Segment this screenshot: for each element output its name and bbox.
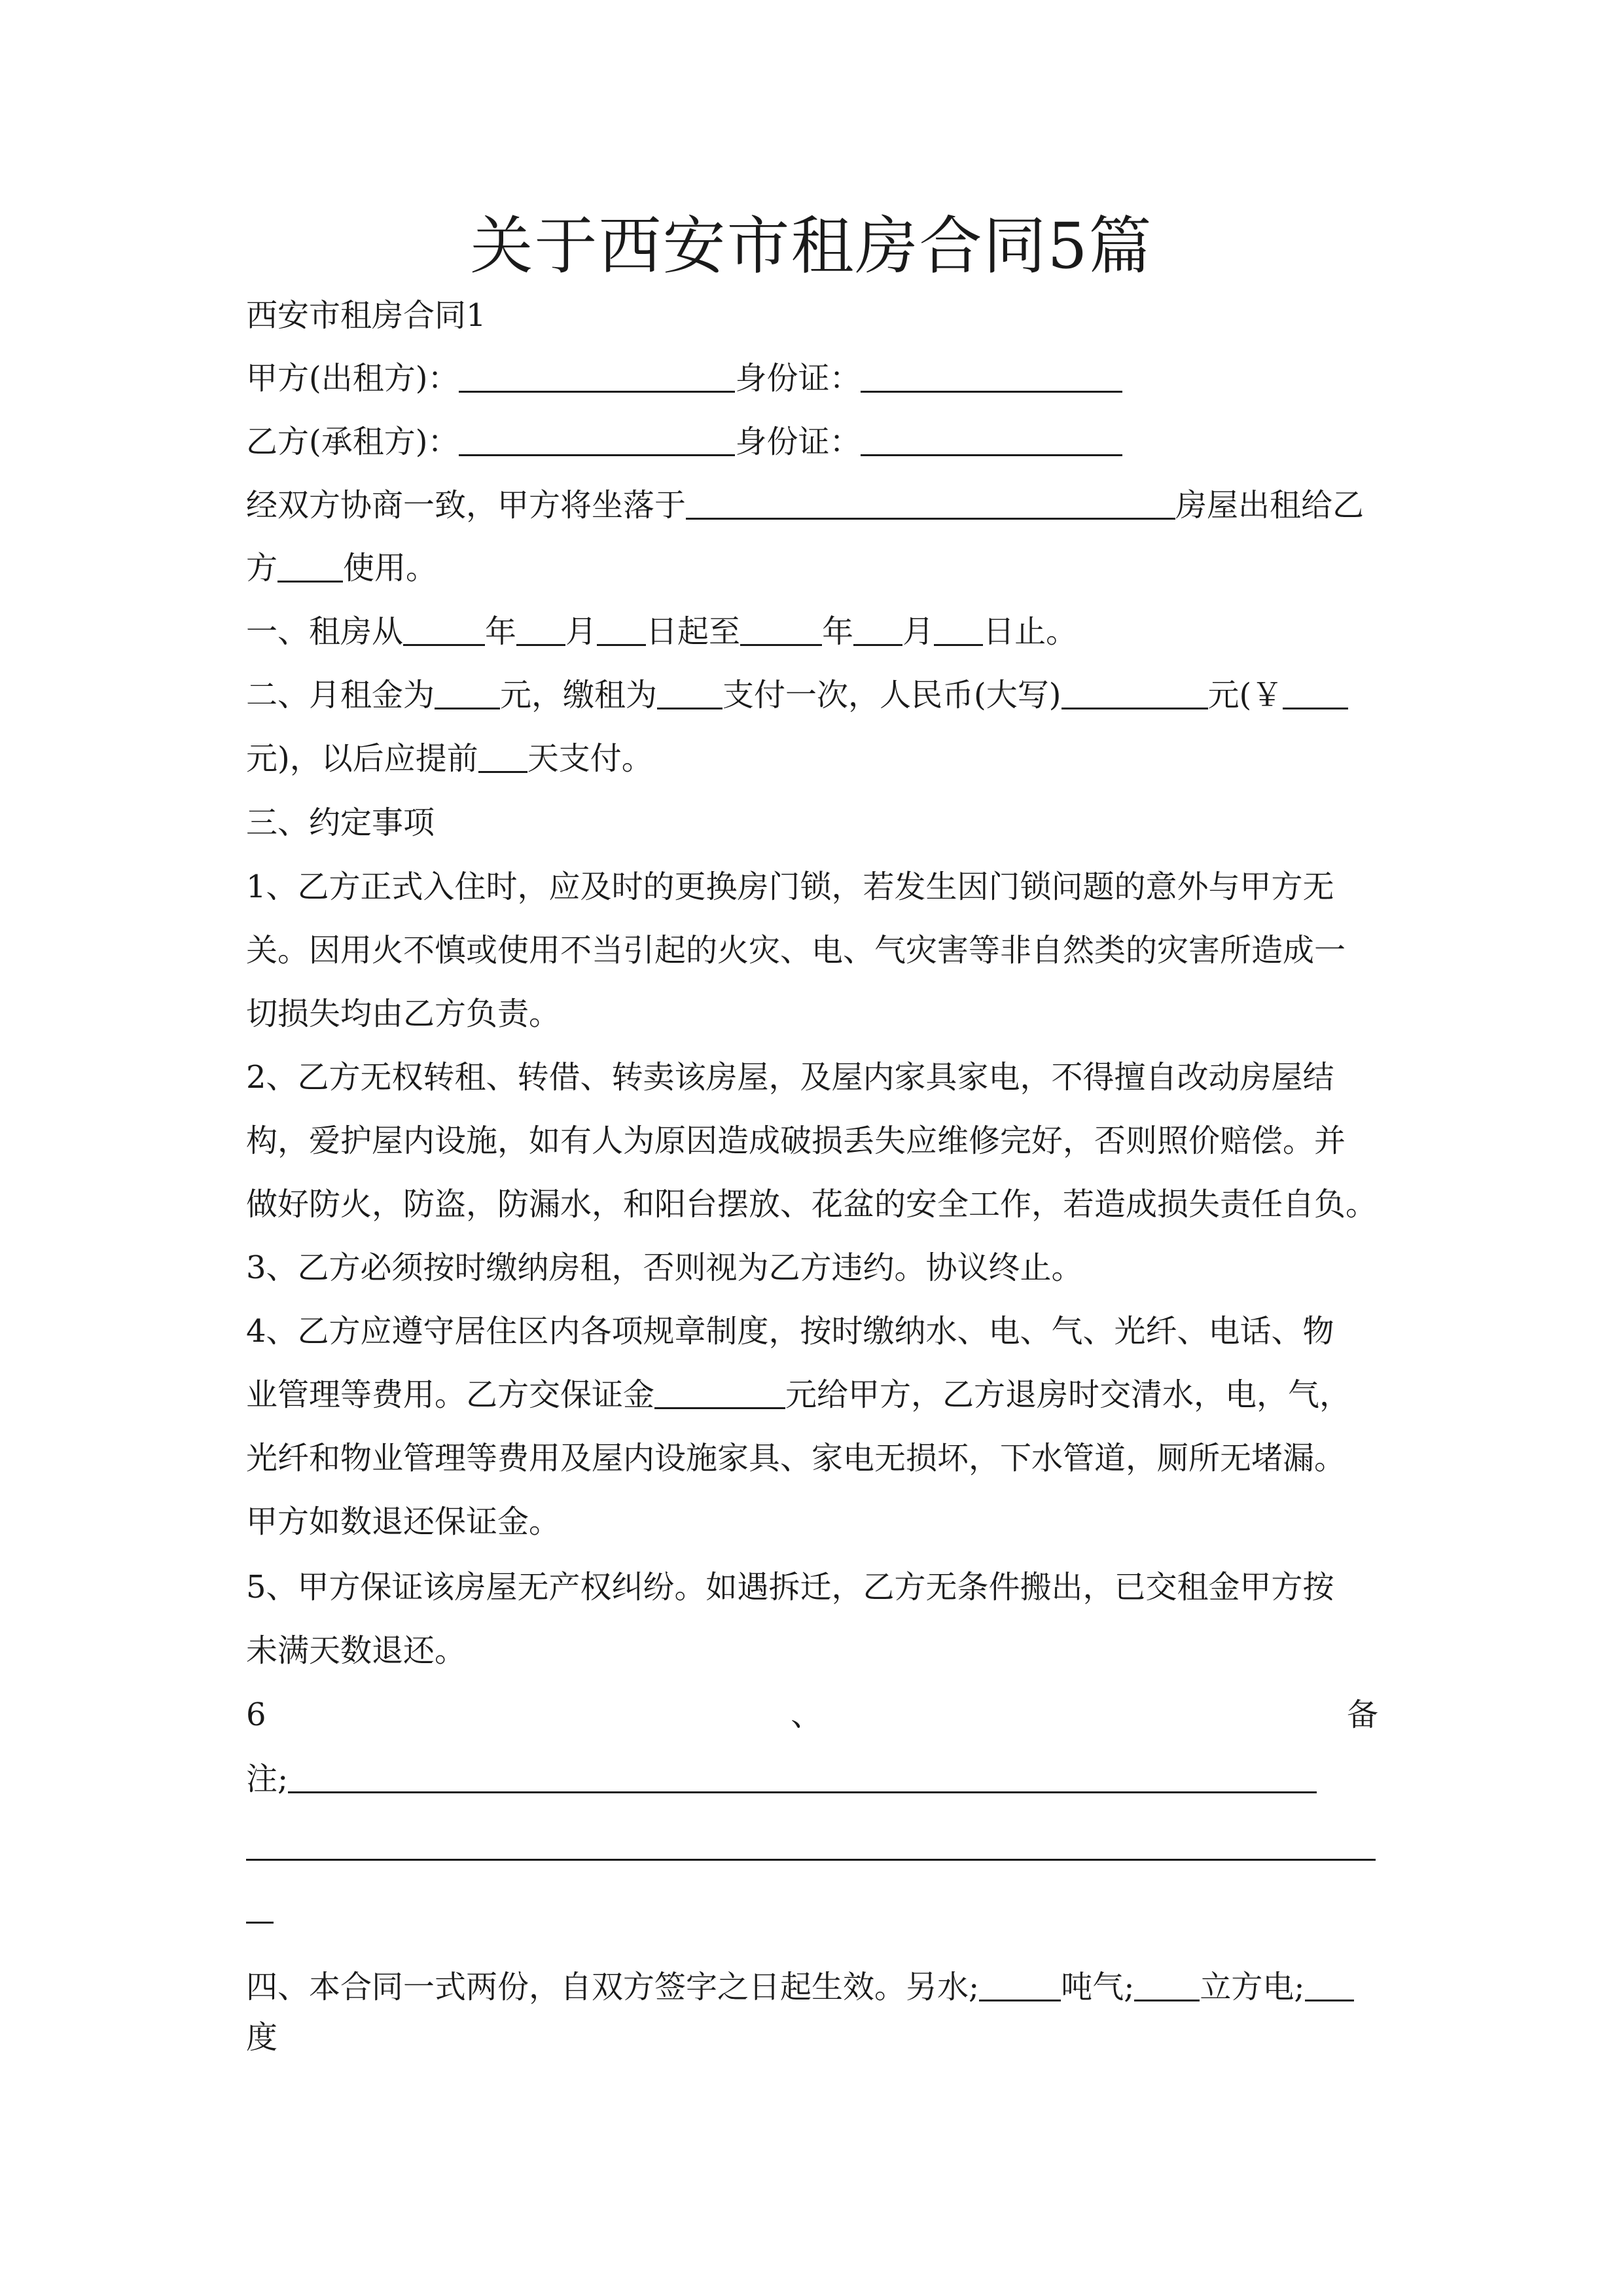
party-a-id-blank [861, 366, 1122, 393]
use-blank [277, 556, 343, 583]
clause-4-text-2b: 元给甲方，乙方退房时交清水，电，气， [785, 1376, 1351, 1413]
clause-4-line-3: 光纤和物业管理等费用及屋内设施家具、家电无损坏，下水管道，厕所无堵漏。 [246, 1440, 1346, 1477]
clause-6-line-2 [246, 1759, 1317, 1799]
section-4-text-3: 立方电; [1200, 1969, 1305, 2005]
clause-4-line-2 [246, 1375, 1351, 1414]
party-b-name-blank [459, 429, 735, 456]
clause-1-line-3: 切损失均由乙方负责。 [246, 996, 561, 1032]
party-b-line [246, 422, 1122, 461]
term-text-1: 一、租房从 [246, 613, 404, 650]
clause-4-line-4: 甲方如数退还保证金。 [246, 1503, 561, 1540]
term-blank [597, 619, 646, 646]
term-text-5: 年 [822, 613, 854, 650]
clause-5-line-2: 未满天数退还。 [246, 1632, 467, 1669]
term-blank [516, 619, 565, 646]
clause-2-line-2: 构，爱护屋内设施，如有人为原因造成破损丢失应维修完好，否则照价赔偿。并 [246, 1122, 1346, 1159]
section-4-line-1 [246, 1967, 1354, 2007]
rent-blank [1283, 683, 1348, 709]
party-a-id-label: 身份证： [735, 360, 861, 397]
intro-text-1: 经双方协商一致，甲方将坐落于 [246, 487, 687, 524]
contract-subtitle: 西安市租房合同1 [246, 297, 486, 334]
remarks-rule [246, 1859, 1376, 1861]
term-text-6: 月 [902, 613, 935, 650]
address-blank [686, 493, 1175, 520]
electricity-blank [1305, 1975, 1354, 2001]
term-blank [853, 619, 902, 646]
term-blank [934, 619, 983, 646]
rent-blank [478, 746, 527, 773]
rent-text-1: 二、月租金为 [246, 677, 435, 713]
rent-text-4: 元(￥ [1207, 677, 1283, 713]
rent-line-2 [246, 739, 653, 778]
section-4-text-2: 吨气; [1061, 1969, 1135, 2005]
term-text-3: 月 [565, 613, 597, 650]
clause-4-line-1: 4、乙方应遵守居住区内各项规章制度，按时缴纳水、电、气、光纤、电话、物 [246, 1313, 1334, 1350]
intro-line-2 [246, 548, 437, 588]
clause-4-text-2a: 业管理等费用。乙方交保证金 [246, 1376, 655, 1413]
party-a-label: 甲方(出租方)： [246, 360, 459, 397]
clause-6-text-2: 注; [246, 1761, 289, 1797]
clause-6-text-1: 备 [1346, 1696, 1378, 1733]
rent-blank [657, 683, 722, 709]
section-3-heading: 三、约定事项 [246, 804, 435, 841]
intro-text-2: 房屋出租给乙 [1175, 487, 1364, 524]
clause-2-line-3: 做好防火，防盗，防漏水，和阳台摆放、花盆的安全工作，若造成损失责任自负。 [246, 1186, 1378, 1223]
clause-6-separator: 、 [791, 1696, 823, 1733]
clause-1-line-2: 关。因用火不慎或使用不当引起的火灾、电、气灾害等非自然类的灾害所造成一 [246, 932, 1346, 969]
clause-6-number: 6 [246, 1696, 266, 1733]
gas-blank [1134, 1975, 1200, 2001]
term-blank [403, 619, 485, 646]
section-4-text-1: 四、本合同一式两份，自双方签字之日起生效。另水; [246, 1969, 980, 2005]
rent-text-5: 元)，以后应提前 [246, 740, 478, 777]
remarks-blank [288, 1767, 1317, 1793]
party-b-id-label: 身份证： [735, 423, 861, 460]
rent-text-2: 元，缴租为 [500, 677, 658, 713]
party-b-id-blank [861, 429, 1122, 456]
clause-2-line-1: 2、乙方无权转租、转借、转卖该房屋，及屋内家具家电，不得擅自改动房屋结 [246, 1059, 1334, 1096]
term-text-2: 年 [485, 613, 517, 650]
section-4-line-2: 度 [246, 2019, 278, 2056]
rent-text-6: 天支付。 [527, 740, 653, 777]
party-a-name-blank [459, 366, 735, 393]
rent-blank [1061, 683, 1208, 709]
rent-blank [435, 683, 500, 709]
term-text-4: 日起至 [646, 613, 741, 650]
party-b-label: 乙方(承租方)： [246, 423, 459, 460]
remarks-rule-end [246, 1922, 274, 1924]
party-a-line [246, 359, 1122, 398]
intro-text-4: 使用。 [343, 550, 438, 586]
deposit-blank [654, 1382, 785, 1409]
term-blank [740, 619, 822, 646]
term-text-7: 日止。 [983, 613, 1078, 650]
rent-line-1 [246, 675, 1348, 715]
clause-3: 3、乙方必须按时缴纳房租，否则视为乙方违约。协议终止。 [246, 1249, 1083, 1286]
rent-text-3: 支付一次，人民币(大写) [722, 677, 1061, 713]
intro-line-1 [246, 486, 1364, 525]
intro-text-3: 方 [246, 550, 278, 586]
document-title: 关于西安市租房合同5篇 [470, 209, 1153, 283]
water-blank [979, 1975, 1061, 2001]
clause-6-line-1 [246, 1695, 1378, 1734]
term-line [246, 612, 1077, 651]
clause-5-line-1: 5、甲方保证该房屋无产权纠纷。如遇拆迁，乙方无条件搬出，已交租金甲方按 [246, 1569, 1334, 1605]
clause-1-line-1: 1、乙方正式入住时，应及时的更换房门锁，若发生因门锁问题的意外与甲方无 [246, 869, 1334, 905]
